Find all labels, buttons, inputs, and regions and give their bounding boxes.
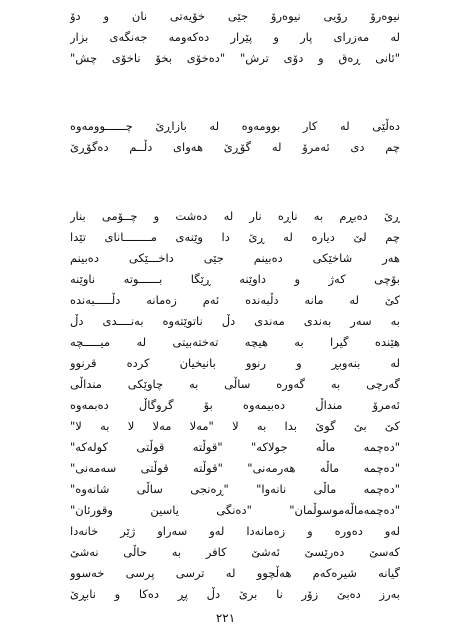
verse-line: ئەمرۆ منداڵ دەبیمەوە بۆ گروگاڵ دەبمەوە — [70, 398, 400, 412]
verse-line: گیانە شیرەکەم هەڵچوو لە ترسی پرسی خەسوو — [70, 566, 400, 580]
verse-line: چم دی ئەمرۆ لە گۆڕێ هەوای دڵــم دەگۆڕێ — [70, 140, 400, 154]
verse-line: چم لێ دیارە لە ڕێ دا وێنەی مــــــــانای تێدا — [70, 230, 400, 244]
verse-line: "دەچمە ماڵە هەرمەنی" "قوڵتە قوڵتی سەمەنی" — [70, 461, 400, 475]
verse-line: بۆچی کەژ و داوێنە ڕێگا بــــــوتە ناوێنە — [70, 272, 400, 286]
verse-line: لەو دەورە و زەمانەدا لەو سەراو ژێر خانەدا — [70, 524, 400, 538]
verse-line: لە مەزرای پار و پێرار دەکەومە جەنگەی بزار — [70, 30, 400, 44]
verse-line: بەرز دەبێ زۆر نا برێ دڵ پڕ دەکا و نابڕێ — [70, 587, 400, 601]
verse-line: کێ لە مانە دڵبەندە ئەم زەمانە دڵـــــبەندە — [70, 293, 400, 307]
verse-line: نیوەرۆ رۆیی نیوەرۆ جێی خۆیەتی نان و دۆ — [70, 9, 400, 23]
stanza-1 — [70, 6, 400, 69]
verse-line: کێ بێ گوێ بدا بە لا "مەلا مەلا لا بە لا" — [70, 419, 400, 433]
verse-line: لە بنەوبڕ و رنوو بانیخیان کردە قرنوو — [70, 356, 400, 370]
page-number: ٢٢١ — [215, 611, 236, 625]
verse-line: "ئانی ڕەق و دۆی ترش" "دەخۆی بخۆ ناخۆی چش" — [70, 51, 400, 65]
verse-line: ڕێ دەبڕم بە ناڕە نار لە دەشت و چــۆمی بنار — [70, 209, 400, 223]
verse-line: کەسێ دەرێسێ ئەشێ کافر بە حاڵی نەشێ — [70, 545, 400, 559]
verse-line: "دەچمە ماڵە جولاکە" "قوڵتە قوڵتی کولەکە" — [70, 440, 400, 454]
verse-line: "دەچمە ماڵی نانەوا" "ڕەنجی ساڵی شانەوە" — [70, 482, 400, 496]
stanza-2 — [70, 116, 400, 158]
stanza-3 — [70, 206, 400, 605]
verse-line: هێندە گیرا بە هیچە تەختەبیتی لە میـــــچە — [70, 335, 400, 349]
verse-line: هەر شاخێکی دەبینم جێی داخـــێکی دەبینم — [70, 251, 400, 265]
verse-line: دەڵێی لە کار بوومەوە لە بازاڕێ چــــــوومەوە — [70, 119, 400, 133]
verse-line: "دەچمەماڵەموسوڵمان" "دەنگی یاسین وقورئان" — [70, 503, 400, 517]
verse-line: گەرچی بە گەورە ساڵی بە چاوێکی منداڵی — [70, 377, 400, 391]
verse-line: بە سەر بەندی مەندی دڵ ناتوێتەوە بەنــــدی دڵ — [70, 314, 400, 328]
